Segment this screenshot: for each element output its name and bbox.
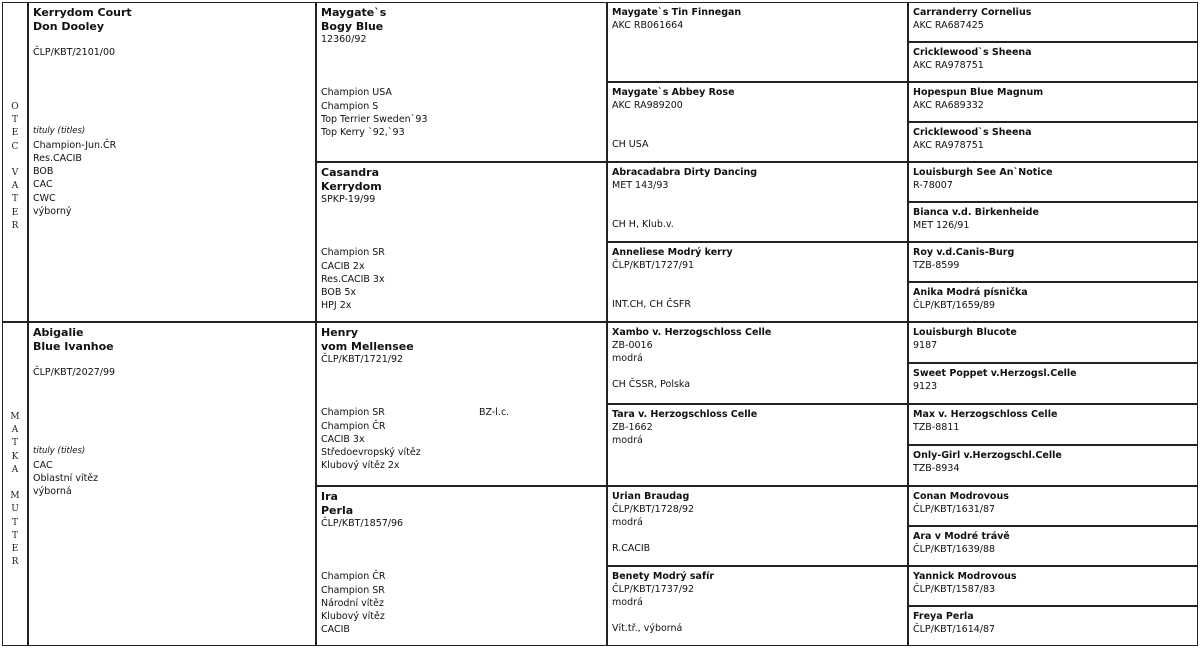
sire-titles-label: tituly (titles) xyxy=(33,126,86,137)
gen3-titles: Vít.tř., výborná xyxy=(612,622,683,634)
dam-title: výborná xyxy=(33,486,72,498)
dam-dam-title: Národní vítěz xyxy=(321,597,384,609)
dam-sire-title: Champion ČR xyxy=(321,420,386,432)
sire-dam-title: Champion SR xyxy=(321,247,385,259)
gen4-reg: ČLP/KBT/1631/87 xyxy=(913,504,996,515)
gen3-box xyxy=(607,82,908,162)
gen3-color: modrá xyxy=(612,435,643,447)
gen4-name: Conan Modrovous xyxy=(913,491,1009,502)
sire-title: CWC xyxy=(33,192,56,204)
sire-name-2: Don Dooley xyxy=(33,19,104,33)
gen3-titles: CH H, Klub.v. xyxy=(612,219,674,231)
gen3-box xyxy=(607,404,908,486)
sire-box xyxy=(28,2,316,322)
sire-sire-title: Champion S xyxy=(321,100,379,112)
gen3-box xyxy=(607,486,908,566)
gen4-box xyxy=(908,242,1198,282)
gen4-reg: AKC RA978751 xyxy=(913,140,984,151)
father-side-label: O T E C V A T E R xyxy=(2,2,28,322)
dam-sire-name-2: vom Mellensee xyxy=(321,339,414,353)
gen4-reg: TZB-8811 xyxy=(913,422,960,433)
gen3-titles: R.CACIB xyxy=(612,542,651,554)
sire-dam-title: Res.CACIB 3x xyxy=(321,273,385,285)
gen4-reg: AKC RA978751 xyxy=(913,60,984,71)
gen4-box xyxy=(908,2,1198,42)
gen4-name: Anika Modrá písnička xyxy=(913,287,1028,298)
gen4-name: Cricklewood`s Sheena xyxy=(913,127,1032,138)
sire-sire-reg: 12360/92 xyxy=(321,34,367,45)
gen4-box xyxy=(908,606,1198,646)
dam-dam-title: Champion SR xyxy=(321,584,385,596)
sire-dam-title: HPJ 2x xyxy=(321,300,352,312)
gen3-box xyxy=(607,2,908,82)
sire-title: Champion-Jun.ČR xyxy=(33,139,117,151)
gen3-box xyxy=(607,162,908,242)
gen3-reg: ČLP/KBT/1737/92 xyxy=(612,584,695,595)
sire-sire-name-2: Bogy Blue xyxy=(321,19,384,33)
gen3-name: Maygate`s Tin Finnegan xyxy=(612,7,742,18)
dam-dam-title: CACIB xyxy=(321,624,350,636)
gen4-reg: TZB-8599 xyxy=(913,260,960,271)
gen3-titles: INT.CH, CH ČSFR xyxy=(612,299,691,311)
dam-title: Oblastní vítěz xyxy=(33,472,99,484)
dam-sire-box xyxy=(316,322,607,486)
gen3-name: Benety Modrý safír xyxy=(612,571,715,582)
gen4-box xyxy=(908,282,1198,322)
gen4-name: Freya Perla xyxy=(913,611,974,622)
gen4-reg: ČLP/KBT/1614/87 xyxy=(913,624,996,635)
gen4-box xyxy=(908,363,1198,404)
gen4-name: Ara v Modré trávě xyxy=(913,531,1010,542)
gen3-reg: AKC RA989200 xyxy=(612,100,683,111)
gen3-reg: AKC RB061664 xyxy=(612,20,684,31)
gen4-name: Roy v.d.Canis-Burg xyxy=(913,247,1015,258)
sire-title: Res.CACIB xyxy=(33,152,82,164)
sire-sire-title: Top Terrier Sweden`93 xyxy=(321,113,428,125)
sire-name: Kerrydom Court xyxy=(33,6,132,19)
mother-side-label: M A T K A M U T T E R xyxy=(2,322,28,646)
gen3-reg: ČLP/KBT/1728/92 xyxy=(612,504,695,515)
gen4-reg: AKC RA687425 xyxy=(913,20,984,31)
dam-dam-title: Champion ČR xyxy=(321,571,386,583)
gen4-name: Sweet Poppet v.Herzogsl.Celle xyxy=(913,368,1077,379)
gen4-name: Cricklewood`s Sheena xyxy=(913,47,1032,58)
dam-dam-box xyxy=(316,486,607,646)
gen4-box xyxy=(908,82,1198,122)
sire-title: CAC xyxy=(33,179,53,191)
gen4-reg: TZB-8934 xyxy=(913,463,960,474)
sire-sire-title: Top Kerry `92,`93 xyxy=(321,127,405,139)
dam-name: Abigalie xyxy=(33,326,84,339)
gen4-box xyxy=(908,42,1198,82)
gen4-name: Bianca v.d. Birkenheide xyxy=(913,207,1039,218)
sire-dam-name-2: Kerrydom xyxy=(321,179,382,193)
gen4-box xyxy=(908,202,1198,242)
gen4-reg: MET 126/91 xyxy=(913,220,970,231)
gen4-name: Louisburgh See An`Notice xyxy=(913,167,1053,178)
gen3-reg: MET 143/93 xyxy=(612,180,669,191)
gen4-reg: 9123 xyxy=(913,381,938,392)
sire-title: výborný xyxy=(33,206,72,218)
gen3-reg: ZB-0016 xyxy=(612,340,653,351)
sire-title: BOB xyxy=(33,166,54,178)
dam-dam-title: Klubový vítěz xyxy=(321,611,385,623)
gen4-box xyxy=(908,322,1198,363)
gen3-name: Tara v. Herzogschloss Celle xyxy=(612,409,758,420)
gen3-color: modrá xyxy=(612,353,643,365)
dam-dam-name: Ira xyxy=(321,490,338,503)
dam-sire-title: Středoevropský vítěz xyxy=(321,447,421,459)
gen3-reg: ZB-1662 xyxy=(612,422,653,433)
gen4-name: Only-Girl v.Herzogschl.Celle xyxy=(913,450,1062,461)
gen3-name: Urian Braudag xyxy=(612,491,690,502)
gen3-name: Abracadabra Dirty Dancing xyxy=(612,167,758,178)
dam-sire-title: Champion SR xyxy=(321,407,385,419)
gen4-box xyxy=(908,162,1198,202)
gen4-box xyxy=(908,445,1198,486)
dam-titles-label: tituly (titles) xyxy=(33,446,86,457)
dam-name-2: Blue Ivanhoe xyxy=(33,339,114,353)
dam-reg: ČLP/KBT/2027/99 xyxy=(33,367,116,378)
gen3-titles: CH USA xyxy=(612,139,649,151)
gen3-titles: CH ČSSR, Polska xyxy=(612,378,691,390)
dam-sire-reg: ČLP/KBT/1721/92 xyxy=(321,354,404,365)
gen3-color: modrá xyxy=(612,517,643,529)
dam-sire-title: CACIB 3x xyxy=(321,433,365,445)
dam-box xyxy=(28,322,316,646)
gen4-reg: ČLP/KBT/1639/88 xyxy=(913,544,996,555)
gen4-name: Max v. Herzogschloss Celle xyxy=(913,409,1058,420)
gen3-name: Anneliese Modrý kerry xyxy=(612,247,733,258)
gen3-name: Xambo v. Herzogschloss Celle xyxy=(612,327,772,338)
gen4-reg: R-78007 xyxy=(913,180,953,191)
gen4-reg: ČLP/KBT/1659/89 xyxy=(913,300,996,311)
gen3-box xyxy=(607,242,908,322)
gen3-box xyxy=(607,566,908,646)
sire-dam-title: CACIB 2x xyxy=(321,260,365,272)
gen4-box xyxy=(908,486,1198,526)
dam-sire-title: Klubový vítěz 2x xyxy=(321,460,400,472)
sire-sire-box xyxy=(316,2,607,162)
gen4-name: Hopespun Blue Magnum xyxy=(913,87,1044,98)
dam-dam-name-2: Perla xyxy=(321,503,354,517)
gen4-name: Carranderry Cornelius xyxy=(913,7,1032,18)
dam-title: CAC xyxy=(33,459,53,471)
sire-dam-box xyxy=(316,162,607,322)
gen4-box xyxy=(908,566,1198,606)
gen3-name: Maygate`s Abbey Rose xyxy=(612,87,735,98)
gen3-color: modrá xyxy=(612,597,643,609)
dam-sire-note: BZ-l.c. xyxy=(479,407,510,419)
sire-dam-name: Casandra xyxy=(321,166,380,179)
gen4-name: Yannick Modrovous xyxy=(913,571,1017,582)
sire-dam-reg: SPKP-19/99 xyxy=(321,194,376,205)
gen4-reg: AKC RA689332 xyxy=(913,100,984,111)
gen4-box xyxy=(908,404,1198,445)
gen3-reg: ČLP/KBT/1727/91 xyxy=(612,260,695,271)
sire-reg: ČLP/KBT/2101/00 xyxy=(33,47,116,58)
gen4-box xyxy=(908,526,1198,566)
gen4-reg: ČLP/KBT/1587/83 xyxy=(913,584,996,595)
dam-sire-name: Henry xyxy=(321,326,359,339)
dam-dam-reg: ČLP/KBT/1857/96 xyxy=(321,518,404,529)
gen4-box xyxy=(908,122,1198,162)
gen4-reg: 9187 xyxy=(913,340,938,351)
sire-dam-title: BOB 5x xyxy=(321,287,357,299)
sire-sire-title: Champion USA xyxy=(321,87,392,99)
gen3-box xyxy=(607,322,908,404)
sire-sire-name: Maygate`s xyxy=(321,6,387,19)
gen4-name: Louisburgh Blucote xyxy=(913,327,1017,338)
